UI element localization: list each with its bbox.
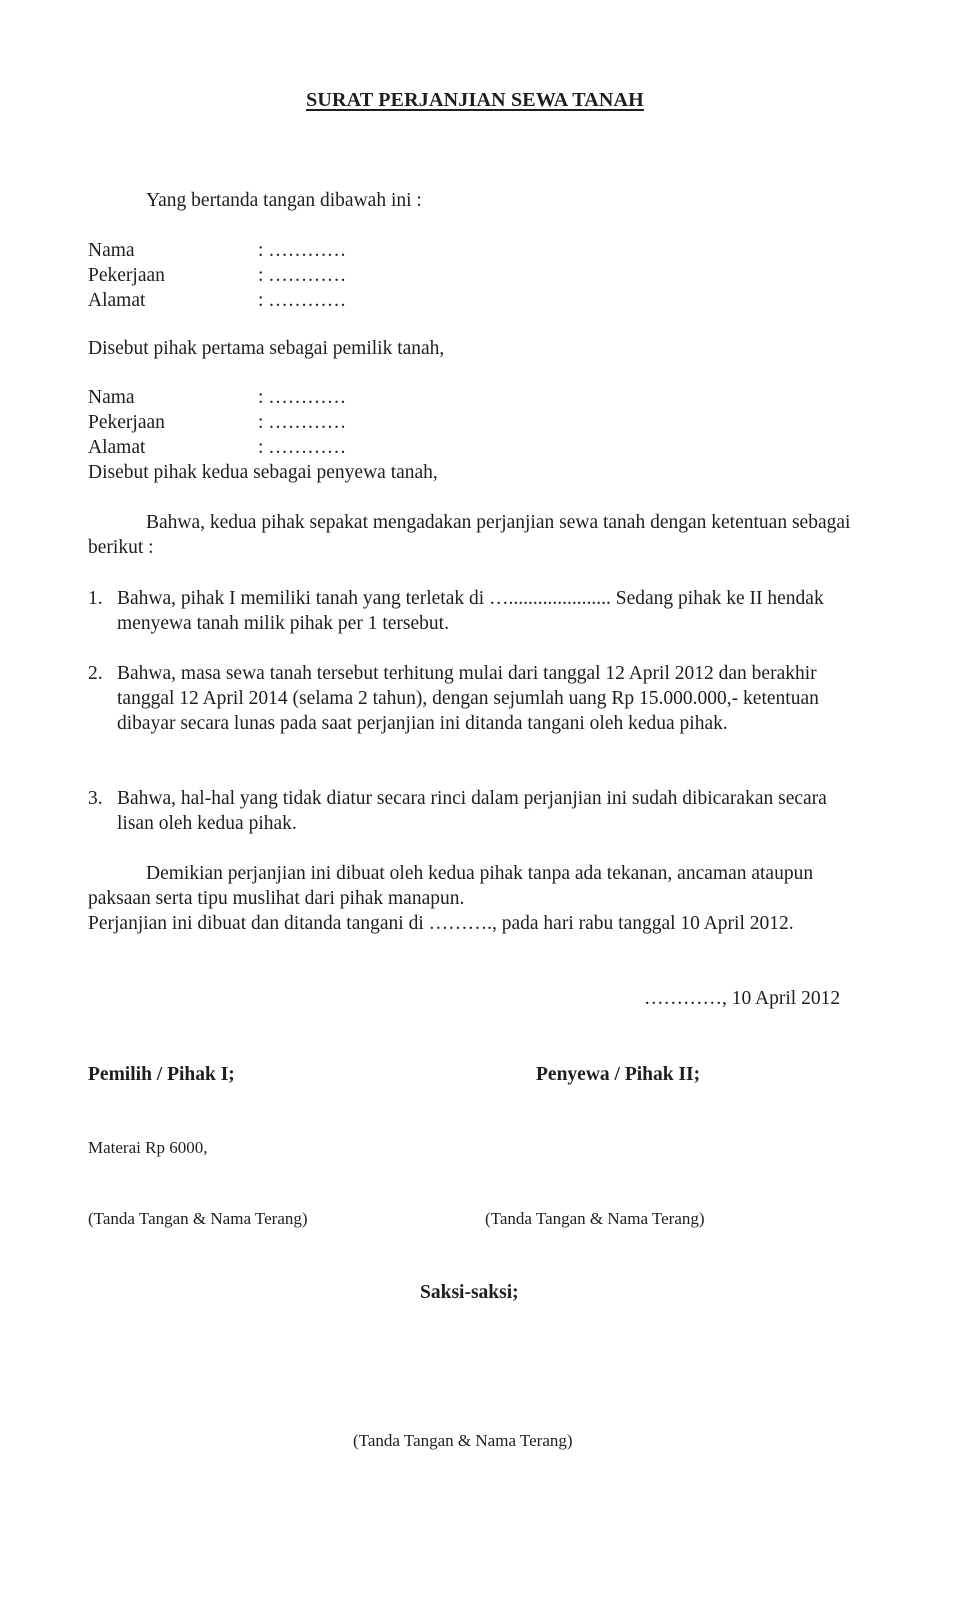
party2-signature-heading: Penyewa / Pihak II;: [536, 1064, 701, 1085]
date-line: …………, 10 April 2012: [644, 988, 841, 1009]
party2-signature-caption: (Tanda Tangan & Nama Terang): [485, 1209, 705, 1228]
party1-address-label: Alamat: [88, 290, 146, 311]
party1-designation: Disebut pihak pertama sebagai pemilik tanah,: [88, 338, 445, 359]
clause-number: 2.: [88, 663, 103, 684]
party1-job-label: Pekerjaan: [88, 265, 165, 286]
party1-name-value: : …………: [258, 240, 347, 261]
party1-address-value: : …………: [258, 290, 347, 311]
party1-signature-caption: (Tanda Tangan & Nama Terang): [88, 1209, 308, 1228]
intro-text: Yang bertanda tangan dibawah ini :: [146, 190, 422, 211]
party2-job-label: Pekerjaan: [88, 412, 165, 433]
clause-number: 3.: [88, 788, 103, 809]
party1-name-label: Nama: [88, 240, 135, 261]
document-title: SURAT PERJANJIAN SEWA TANAH: [306, 89, 644, 111]
signing-statement: Perjanjian ini dibuat dan ditanda tangani di ………., pada hari rabu tanggal 10 April 2012.: [88, 913, 794, 934]
witness-signature-caption: (Tanda Tangan & Nama Terang): [353, 1431, 573, 1450]
party2-address-label: Alamat: [88, 437, 146, 458]
witness-heading: Saksi-saksi;: [420, 1282, 519, 1303]
clause-text: Bahwa, masa sewa tanah tersebut terhitung mulai dari tanggal 12 April 2012 dan berakhir tanggal 12 April 2014 (selama 2 tahun), dengan sejumlah uang Rp 15.000.000,- ketentuan dibayar secara lunas pada saat perjanjian ini ditanda tangani oleh kedua pihak.: [117, 663, 819, 734]
clause-number: 1.: [88, 588, 103, 609]
clause-item: [88, 786, 868, 836]
party2-designation: Disebut pihak kedua sebagai penyewa tanah,: [88, 462, 438, 483]
clause-text: Bahwa, hal-hal yang tidak diatur secara rinci dalam perjanjian ini sudah dibicarakan secara lisan oleh kedua pihak.: [117, 788, 827, 834]
party1-job-value: : …………: [258, 265, 347, 286]
clause-text: Bahwa, pihak I memiliki tanah yang terletak di …..................... Sedang pihak ke II hendak menyewa tanah milik pihak per 1 tersebut.: [117, 588, 824, 634]
agreement-intro: Bahwa, kedua pihak sepakat mengadakan perjanjian sewa tanah dengan ketentuan sebagai berikut :: [88, 512, 851, 558]
clause-item: [88, 661, 868, 736]
party2-job-value: : …………: [258, 412, 347, 433]
party1-signature-heading: Pemilih / Pihak I;: [88, 1064, 235, 1085]
party2-address-value: : …………: [258, 437, 347, 458]
party2-name-label: Nama: [88, 387, 135, 408]
clause-item: [88, 586, 868, 636]
closing-paragraph: Demikian perjanjian ini dibuat oleh kedua pihak tanpa ada tekanan, ancaman ataupun paksaan serta tipu muslihat dari pihak manapun.: [88, 863, 814, 909]
party2-name-value: : …………: [258, 387, 347, 408]
stamp-note: Materai Rp 6000,: [88, 1138, 208, 1157]
